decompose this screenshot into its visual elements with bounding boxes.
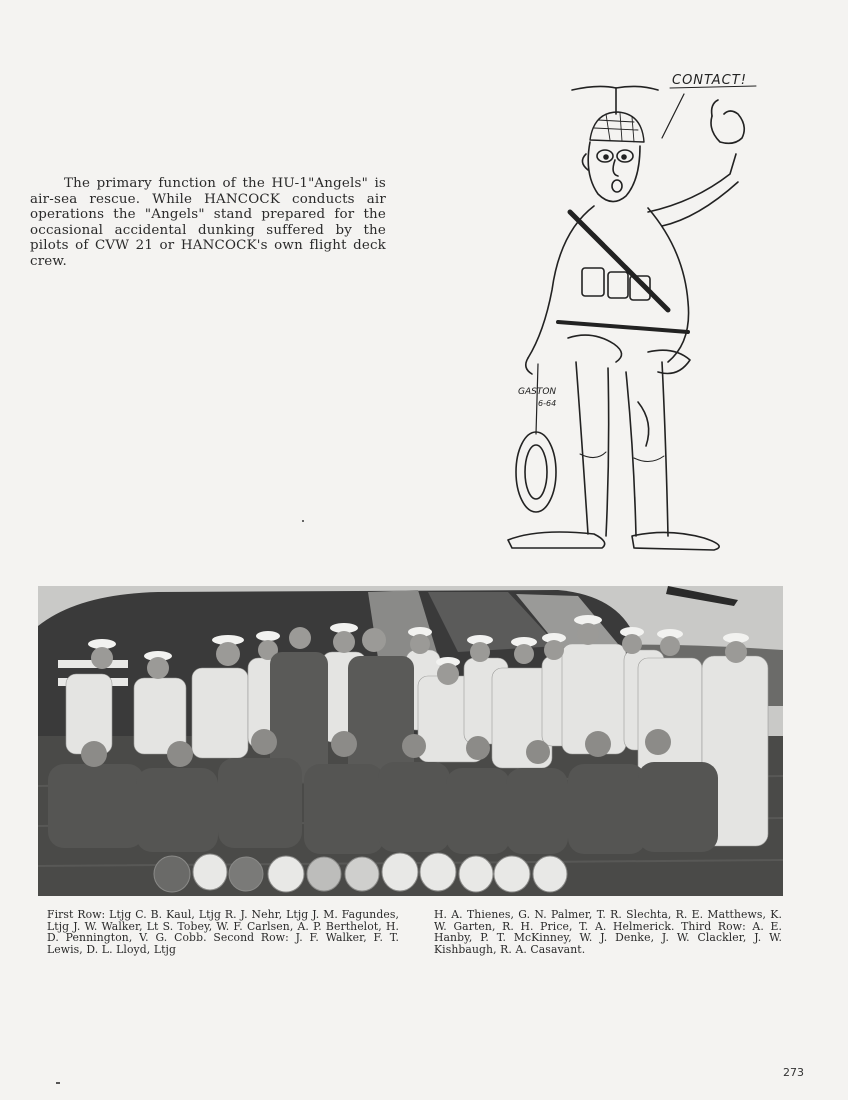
cartoon-illustration (498, 62, 768, 554)
intro-paragraph: The primary function of the HU-1"Angels" is air-sea rescue. While HANCOCK conducts air operations the "Angels" stand prepared for the occasional accidental dunking suffered by the pilots of CVW 21 or HANCOCK's own flight deck crew. (30, 176, 386, 269)
print-speck (56, 1082, 60, 1084)
cartoon-signature: GASTON (518, 387, 557, 397)
print-speck (302, 520, 304, 522)
squadron-group-photo (38, 586, 783, 896)
cartoon-speech-text: CONTACT! (672, 73, 747, 88)
page-number: 273 (783, 1066, 804, 1079)
cartoon-signature-date: 6-64 (538, 399, 557, 408)
caption-right-column: H. A. Thienes, G. N. Palmer, T. R. Slechta, R. E. Matthews, K. W. Garten, R. H. Price, T. A. Helmerick. Third Row: A. E. Hanby, P. T. McKinney, W. J. Denke, J. W. Clackler, J. W. Kishbaugh, R. A. Casavant. (434, 908, 782, 956)
caption-left-column: First Row: Ltjg C. B. Kaul, Ltjg R. J. Nehr, Ltjg J. M. Fagundes, Ltjg J. W. Walker, Lt S. Tobey, W. F. Carlsen, A. P. Berthelot, H. D. Pennington, V. G. Cobb. Second Row: J. F. Walker, F. T. Lewis, D. L. Lloyd, Ltjg (47, 908, 399, 956)
